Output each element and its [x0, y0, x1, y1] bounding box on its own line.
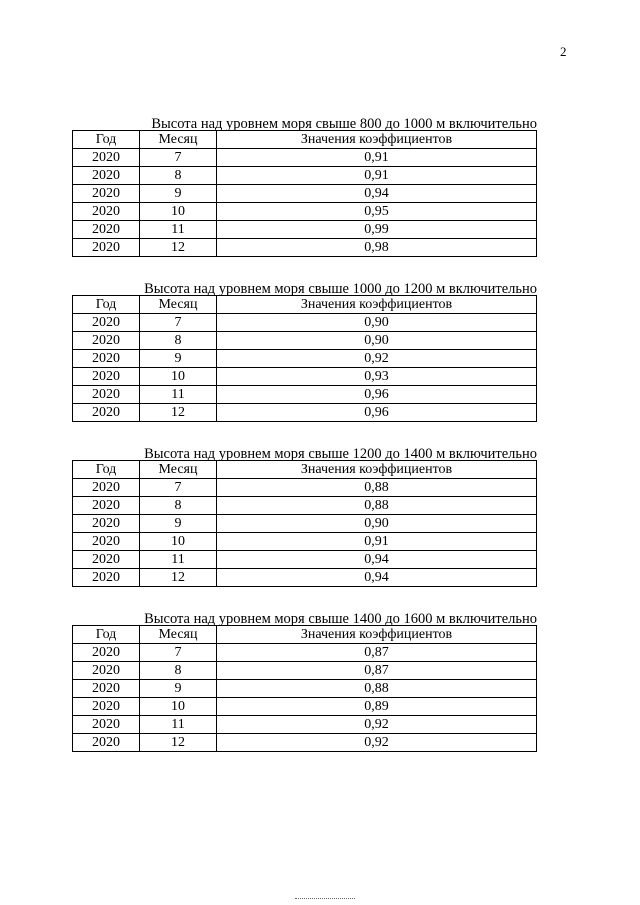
- cell-value: 0,94: [217, 185, 537, 203]
- cell-year: 2020: [73, 203, 140, 221]
- table-row: [73, 479, 537, 497]
- cell-month: 11: [140, 551, 217, 569]
- cell-month: 10: [140, 533, 217, 551]
- header-year: Год: [73, 626, 140, 644]
- cell-year: 2020: [73, 698, 140, 716]
- table-row: [73, 644, 537, 662]
- cell-value: 0,90: [217, 332, 537, 350]
- cell-year: 2020: [73, 644, 140, 662]
- table-header-row: [73, 461, 537, 479]
- cell-value: 0,91: [217, 149, 537, 167]
- coefficient-table: [72, 130, 537, 257]
- cell-value: 0,88: [217, 680, 537, 698]
- cell-value: 0,87: [217, 662, 537, 680]
- cell-value: 0,94: [217, 569, 537, 587]
- cell-value: 0,88: [217, 497, 537, 515]
- cell-year: 2020: [73, 734, 140, 752]
- scan-edge-mark: [295, 898, 355, 899]
- cell-value: 0,92: [217, 350, 537, 368]
- cell-month: 7: [140, 479, 217, 497]
- header-year: Год: [73, 296, 140, 314]
- cell-month: 8: [140, 167, 217, 185]
- cell-month: 11: [140, 221, 217, 239]
- table-row: [73, 350, 537, 368]
- table-row: [73, 404, 537, 422]
- header-month: Месяц: [140, 131, 217, 149]
- cell-value: 0,95: [217, 203, 537, 221]
- cell-value: 0,99: [217, 221, 537, 239]
- cell-month: 8: [140, 662, 217, 680]
- cell-year: 2020: [73, 404, 140, 422]
- section-title: Высота над уровнем моря свыше 1200 до 1400 м включительно: [144, 446, 537, 462]
- coefficient-table: [72, 460, 537, 587]
- cell-value: 0,92: [217, 716, 537, 734]
- cell-month: 8: [140, 332, 217, 350]
- cell-month: 12: [140, 734, 217, 752]
- cell-month: 11: [140, 386, 217, 404]
- table-row: [73, 239, 537, 257]
- cell-year: 2020: [73, 149, 140, 167]
- cell-month: 9: [140, 680, 217, 698]
- table-row: [73, 221, 537, 239]
- section-title: Высота над уровнем моря свыше 800 до 1000 м включительно: [151, 116, 537, 132]
- table-row: [73, 734, 537, 752]
- table-header-row: [73, 131, 537, 149]
- header-month: Месяц: [140, 626, 217, 644]
- header-value: Значения коэффициентов: [217, 461, 537, 479]
- cell-year: 2020: [73, 167, 140, 185]
- cell-month: 7: [140, 314, 217, 332]
- table-row: [73, 497, 537, 515]
- cell-value: 0,89: [217, 698, 537, 716]
- table-row: [73, 185, 537, 203]
- header-year: Год: [73, 461, 140, 479]
- header-year: Год: [73, 131, 140, 149]
- header-value: Значения коэффициентов: [217, 131, 537, 149]
- table-row: [73, 680, 537, 698]
- table-row: [73, 314, 537, 332]
- cell-month: 12: [140, 404, 217, 422]
- cell-year: 2020: [73, 479, 140, 497]
- table-header-row: [73, 626, 537, 644]
- cell-value: 0,93: [217, 368, 537, 386]
- header-month: Месяц: [140, 296, 217, 314]
- cell-month: 10: [140, 203, 217, 221]
- cell-year: 2020: [73, 239, 140, 257]
- cell-year: 2020: [73, 662, 140, 680]
- cell-year: 2020: [73, 680, 140, 698]
- table-row: [73, 551, 537, 569]
- table-row: [73, 368, 537, 386]
- table-row: [73, 332, 537, 350]
- cell-month: 11: [140, 716, 217, 734]
- section-title: Высота над уровнем моря свыше 1000 до 1200 м включительно: [144, 281, 537, 297]
- table-row: [73, 569, 537, 587]
- cell-year: 2020: [73, 350, 140, 368]
- cell-month: 10: [140, 698, 217, 716]
- header-value: Значения коэффициентов: [217, 626, 537, 644]
- cell-value: 0,90: [217, 515, 537, 533]
- table-row: [73, 149, 537, 167]
- cell-value: 0,87: [217, 644, 537, 662]
- coefficient-table: [72, 625, 537, 752]
- cell-year: 2020: [73, 221, 140, 239]
- page-number: 2: [560, 44, 567, 59]
- cell-value: 0,88: [217, 479, 537, 497]
- table-row: [73, 698, 537, 716]
- cell-year: 2020: [73, 569, 140, 587]
- cell-year: 2020: [73, 368, 140, 386]
- cell-value: 0,91: [217, 167, 537, 185]
- cell-year: 2020: [73, 497, 140, 515]
- cell-month: 7: [140, 149, 217, 167]
- cell-month: 12: [140, 239, 217, 257]
- table-row: [73, 716, 537, 734]
- cell-month: 9: [140, 350, 217, 368]
- table-header-row: [73, 296, 537, 314]
- table-row: [73, 515, 537, 533]
- coefficient-table: [72, 295, 537, 422]
- cell-value: 0,96: [217, 386, 537, 404]
- cell-month: 8: [140, 497, 217, 515]
- cell-year: 2020: [73, 332, 140, 350]
- cell-year: 2020: [73, 551, 140, 569]
- table-row: [73, 386, 537, 404]
- table-row: [73, 533, 537, 551]
- cell-value: 0,92: [217, 734, 537, 752]
- cell-year: 2020: [73, 716, 140, 734]
- header-value: Значения коэффициентов: [217, 296, 537, 314]
- cell-year: 2020: [73, 185, 140, 203]
- header-month: Месяц: [140, 461, 217, 479]
- table-row: [73, 167, 537, 185]
- cell-year: 2020: [73, 386, 140, 404]
- table-row: [73, 203, 537, 221]
- cell-value: 0,91: [217, 533, 537, 551]
- cell-year: 2020: [73, 515, 140, 533]
- cell-value: 0,96: [217, 404, 537, 422]
- cell-year: 2020: [73, 533, 140, 551]
- cell-value: 0,98: [217, 239, 537, 257]
- cell-month: 12: [140, 569, 217, 587]
- cell-value: 0,90: [217, 314, 537, 332]
- cell-year: 2020: [73, 314, 140, 332]
- cell-month: 7: [140, 644, 217, 662]
- cell-month: 9: [140, 515, 217, 533]
- table-row: [73, 662, 537, 680]
- section-title: Высота над уровнем моря свыше 1400 до 1600 м включительно: [144, 611, 537, 627]
- cell-value: 0,94: [217, 551, 537, 569]
- cell-month: 9: [140, 185, 217, 203]
- cell-month: 10: [140, 368, 217, 386]
